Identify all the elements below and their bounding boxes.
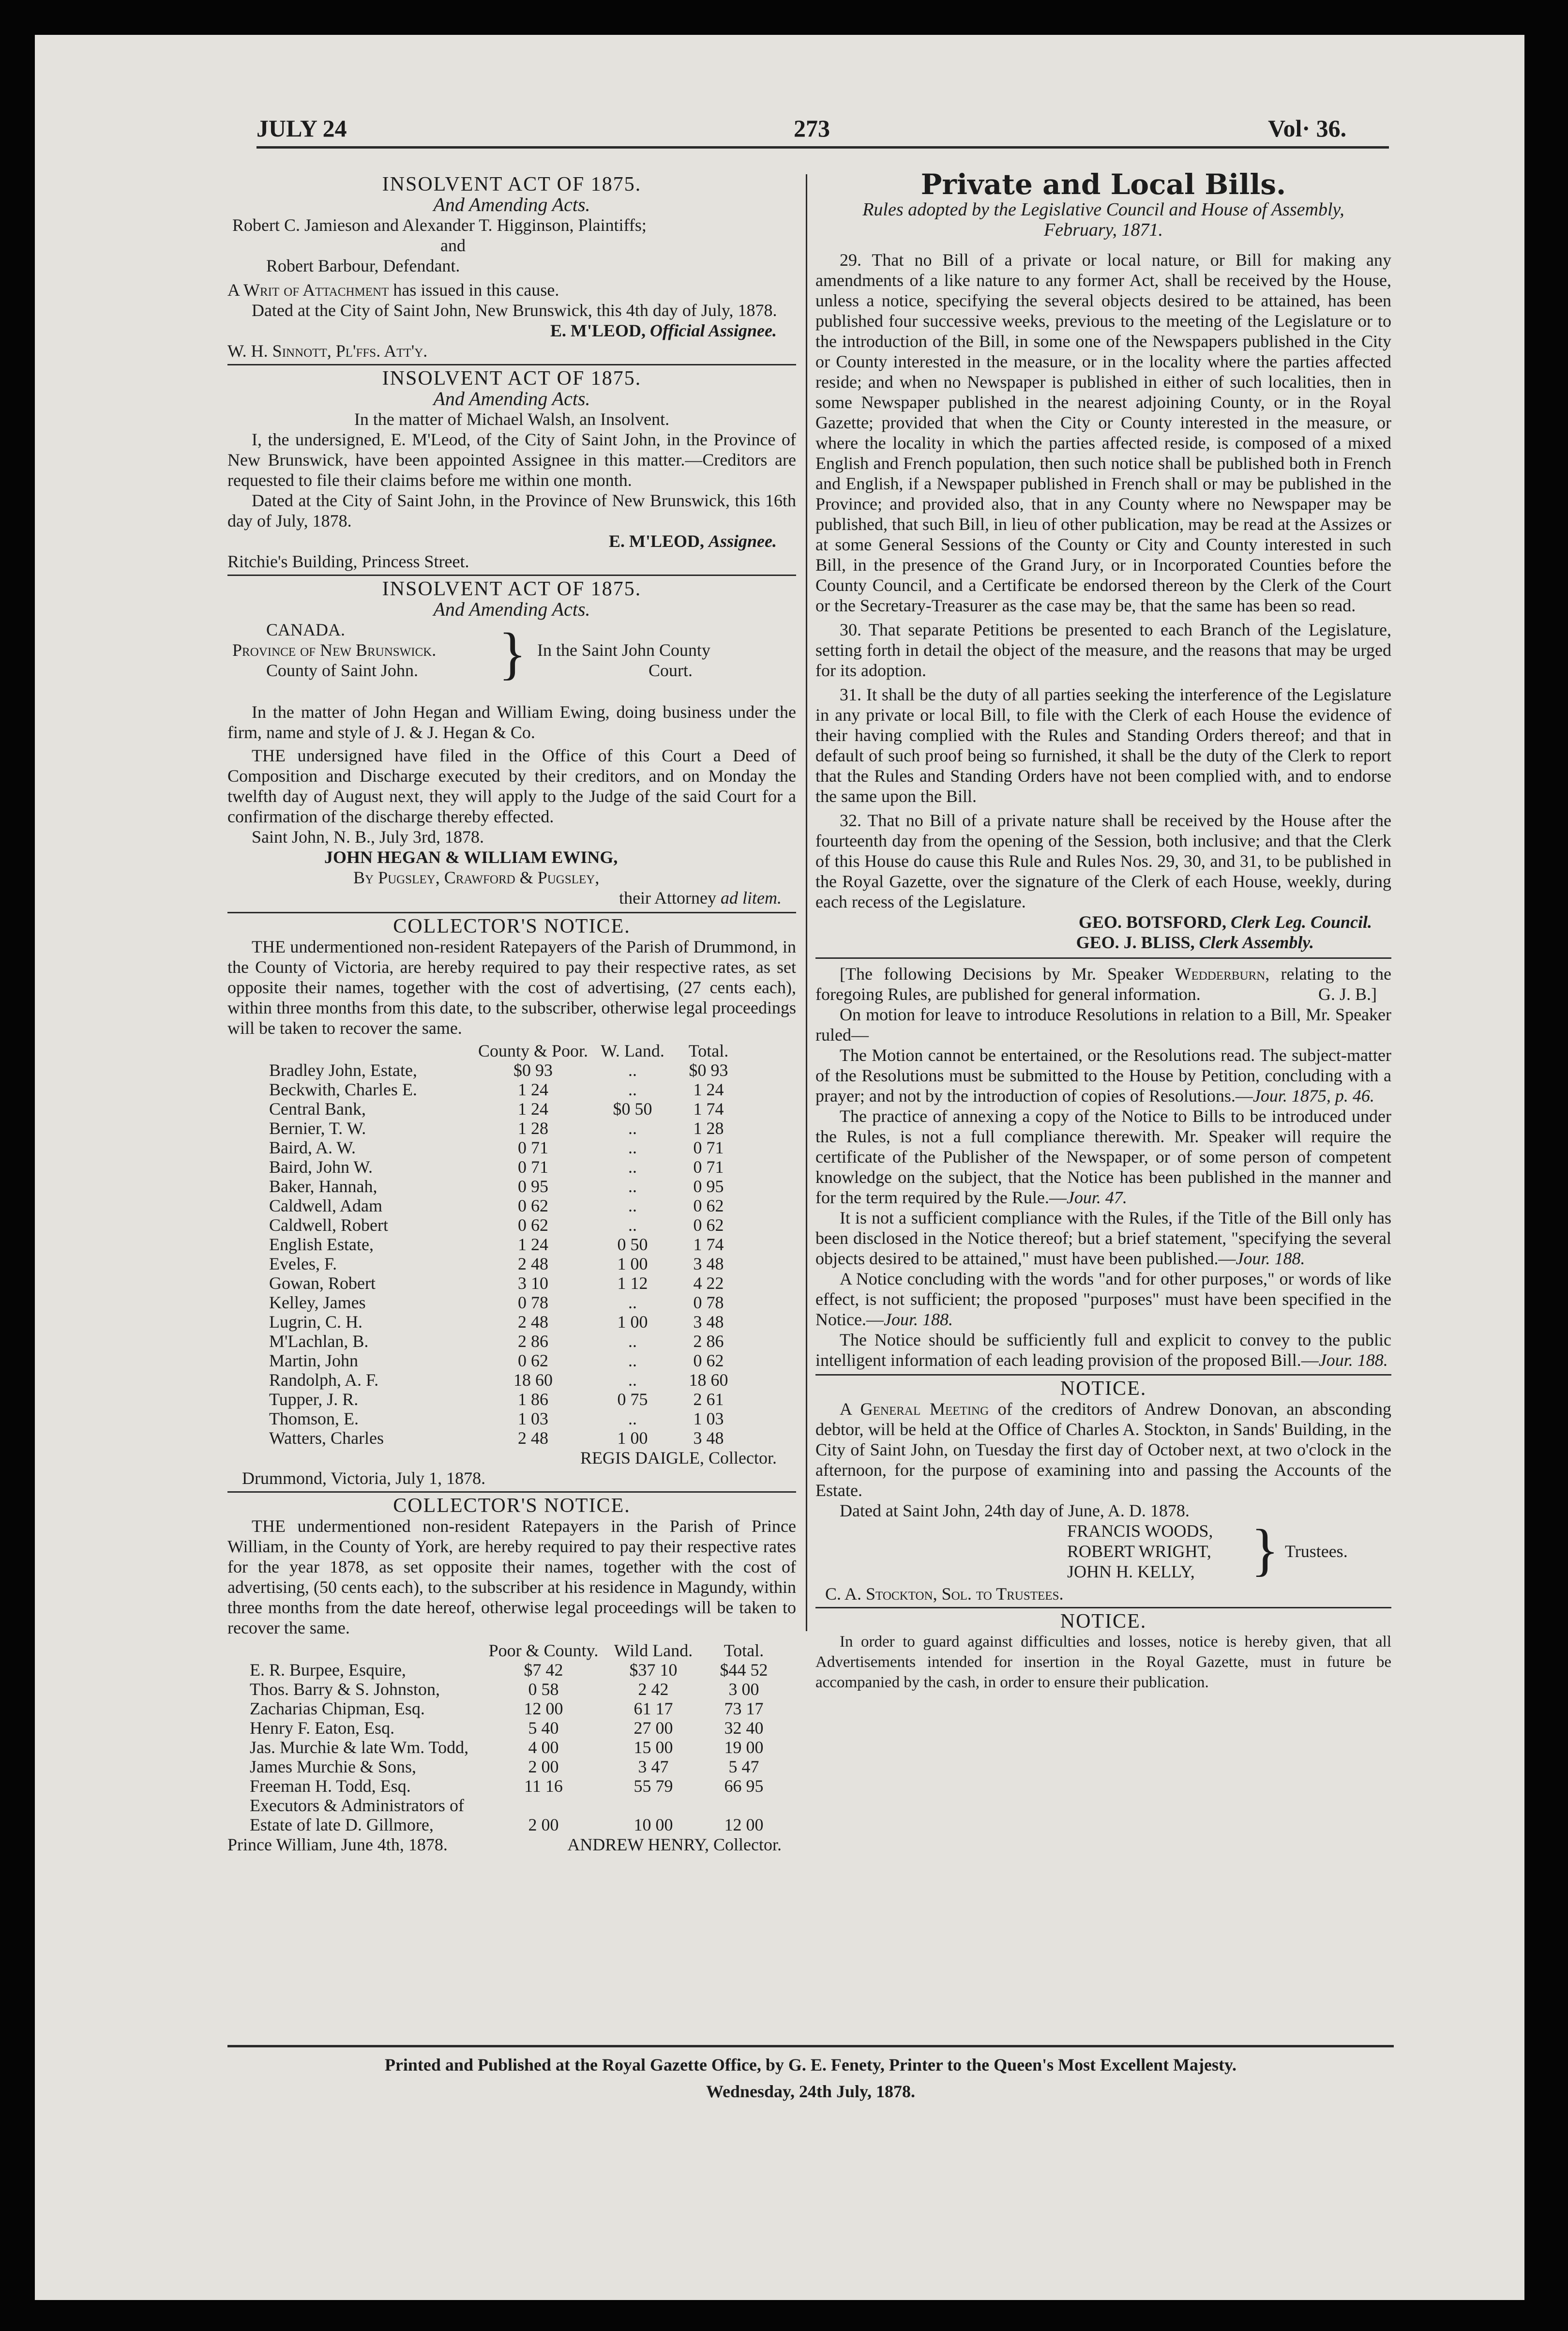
- ad-matter: In the matter of John Hegan and William Ewing, doing business under the firm, name and style of J. & J. Hegan & Co.: [227, 702, 796, 742]
- ad-matter: In the matter of Michael Walsh, an Insolvent.: [354, 409, 670, 429]
- rate-value: 19 00: [724, 1738, 764, 1757]
- rate-value: ..: [628, 1119, 637, 1138]
- rate-value: 0 71: [518, 1157, 549, 1177]
- ad-signature: E. M'LEOD, Official Assignee.: [550, 321, 777, 340]
- rate-value: 5 47: [728, 1757, 759, 1776]
- ad-address: Ritchie's Building, Princess Street.: [227, 552, 469, 571]
- table-row: [247, 1699, 783, 1718]
- table-row: [266, 1390, 743, 1409]
- ratepayer-name: Central Bank,: [269, 1099, 366, 1119]
- ad-signature: REGIS DAIGLE, Collector.: [580, 1448, 777, 1468]
- table-row: [247, 1757, 783, 1776]
- rate-value: 3 48: [693, 1254, 724, 1273]
- page-number: 273: [794, 115, 830, 142]
- brace-icon: }: [1251, 1517, 1279, 1582]
- header-rule: [256, 146, 1389, 149]
- rate-value: 0 71: [693, 1157, 724, 1177]
- notice-advertisements: [815, 1611, 1391, 1693]
- court-block: [227, 620, 796, 702]
- ad-body: I, the undersigned, E. M'Leod, of the City of Saint John, in the Province of New Brunswick, have been appointed Assignee in this matter.—Creditors are requested to file their claims before me within one month.: [227, 430, 796, 490]
- rate-value: 15 00: [633, 1738, 673, 1757]
- rate-value: 0 58: [528, 1680, 559, 1699]
- rate-value: [705, 1796, 783, 1815]
- ratepayer-name: Eveles, F.: [269, 1254, 337, 1273]
- decision-5: A Notice concluding with the words "and for other purposes," or words of like effect, is not sufficient; the proposed "purposes" must have been specified in the Notice.—Jour. 188.: [815, 1269, 1391, 1329]
- province-label: Province of New Brunswick.: [232, 640, 437, 660]
- bills-subtitle: Rules adopted by the Legislative Council and House of Assembly, February, 1871.: [862, 199, 1344, 240]
- ratepayer-name: E. R. Burpee, Esquire,: [250, 1660, 406, 1680]
- ad-title: INSOLVENT ACT OF 1875.: [382, 578, 642, 600]
- trustees-block: [815, 1517, 1391, 1584]
- right-column: [815, 168, 1392, 1693]
- rate-value: 12 00: [524, 1699, 563, 1718]
- ad-rule: [227, 575, 796, 576]
- rate-value: $0 93: [689, 1060, 728, 1080]
- ad-and: and: [440, 236, 466, 255]
- ratepayer-name: Henry F. Eaton, Esq.: [250, 1718, 395, 1738]
- rate-value: 1 74: [693, 1235, 724, 1254]
- ad-solicitors: By Pugsley, Crawford & Pugsley,: [353, 868, 600, 887]
- footer-date: Wednesday, 24th July, 1878.: [706, 2082, 916, 2101]
- column-divider: [806, 174, 807, 1631]
- rate-value: 0 78: [518, 1293, 549, 1312]
- rate-value: 1 00: [617, 1254, 648, 1273]
- table-row: [266, 1370, 743, 1390]
- trustee-name: ROBERT WRIGHT,: [1067, 1542, 1211, 1561]
- ratepayer-name: English Estate,: [269, 1235, 374, 1254]
- ratepayer-name: Baird, John W.: [269, 1157, 373, 1177]
- ratepayer-name: Randolph, A. F.: [269, 1370, 379, 1390]
- table-row: [266, 1351, 743, 1370]
- rate-value: ..: [628, 1157, 637, 1177]
- rate-value: ..: [628, 1080, 637, 1099]
- rate-value: 0 62: [693, 1215, 724, 1235]
- ad-signature: ANDREW HENRY, Collector.: [567, 1835, 782, 1854]
- court-label-2: Court.: [648, 661, 693, 680]
- footer-rule: [227, 2045, 1394, 2047]
- bills-title: Private and Local Bills.: [920, 168, 1286, 201]
- ratepayer-name: Baird, A. W.: [269, 1138, 356, 1157]
- ad-signature: JOHN HEGAN & WILLIAM EWING,: [324, 848, 618, 867]
- ad-parties: Robert C. Jamieson and Alexander T. Higginson, Plaintiffs;: [232, 215, 647, 235]
- ad-dated: Dated at the City of Saint John, in the Province of New Brunswick, this 16th day of July, 1878.: [227, 491, 796, 530]
- decision-3: The practice of annexing a copy of the Notice to Bills to be introduced under the Rules, is not a full compliance therewith. Mr. Speaker will require the certificate of the Publisher of the Newspaper, or of some person of competent knowledge on the subject, that the Notice has been published in the manner and for the term required by the Rule.—Jour. 47.: [815, 1106, 1391, 1207]
- speaker-decisions: [815, 964, 1391, 1370]
- table-row: [247, 1738, 783, 1757]
- notice-title: NOTICE.: [1060, 1610, 1147, 1633]
- notice-solicitor: C. A. Stockton, Sol. to Trustees.: [825, 1584, 1064, 1604]
- notice-body: In order to guard against difficulties and losses, notice is hereby given, that all Advertisements intended for insertion in the Royal Gazette, must in future be accompanied by the cash, in order to ensure their publication.: [815, 1633, 1391, 1691]
- ad-defendant: Robert Barbour, Defendant.: [266, 256, 460, 275]
- ad-body: THE undersigned have filed in the Office of this Court a Deed of Composition and Discharge executed by their creditors, and on Monday the twelfth day of August next, they will apply to the Judge of the said Court for a confirmation of the discharge thereby effected.: [227, 746, 796, 826]
- rate-value: 3 48: [693, 1312, 724, 1332]
- county-label: County of Saint John.: [266, 661, 419, 680]
- ratepayer-name: Bernier, T. W.: [269, 1119, 366, 1138]
- ad-title: INSOLVENT ACT OF 1875.: [382, 367, 642, 390]
- rate-value: 3 10: [518, 1273, 549, 1293]
- left-column: [227, 174, 796, 1855]
- table-row: [266, 1428, 743, 1448]
- ad-subtitle: And Amending Acts.: [433, 194, 590, 215]
- insolvent-ad-walsh: [227, 368, 796, 572]
- table-row: [266, 1312, 743, 1332]
- ad-dated: Saint John, N. B., July 3rd, 1878.: [252, 827, 484, 847]
- rate-value: 2 86: [693, 1332, 724, 1351]
- ratepayer-name: Lugrin, C. H.: [269, 1312, 362, 1332]
- rate-value: 1 24: [518, 1080, 549, 1099]
- notice-creditors-meeting: [815, 1378, 1391, 1604]
- table-row: [266, 1177, 743, 1196]
- rule-29: 29. That no Bill of a private or local nature, or Bill for making any amendments of a like nature to any former Act, shall be received by the House, unless a notice, specifying the several objects desired to be attained, has been published four successive weeks, previous to the meeting of the Legislature or to the introduction of the Bill, in some one of the Newspapers published in the City or County interested in the measure, or in the locality where the parties affected reside; and when no Newspaper is published in either of such localities, then in some Newspaper published in the nearest adjoining County, or in the Royal Gazette; provided that when the City or County interested in the measure, or where the locality in which the parties affected reside, is composed of a mixed English and French population, then such notice shall be published both in French and English, if a Newspaper published in French shall or may be published in the Province; and provided also, that in any County where no Newspaper may be published, that such Bill, in lieu of other publication, may be read at the Assizes or at some General Sessions of the County or City and County interested in such Bill, in the presence of the Grand Jury, or in Incorporated Counties before the County Council, and a Certificate be endorsed thereon by the Clerk of the Court or the Secretary-Treasurer as the case may be, that the same has been so read.: [815, 250, 1391, 615]
- court-label: In the Saint John County: [537, 640, 710, 660]
- ad-rule: [815, 957, 1391, 959]
- rate-value: 1 12: [617, 1273, 648, 1293]
- rate-value: 3 48: [693, 1428, 724, 1448]
- table-row: [266, 1332, 743, 1351]
- decision-6: The Notice should be sufficiently full and explicit to convey to the public intelligent information of each leading provision of the proposed Bill.—Jour. 188.: [815, 1330, 1391, 1370]
- rate-value: $7 42: [524, 1660, 563, 1680]
- rates-table: [247, 1641, 783, 1834]
- rate-value: 4 00: [528, 1738, 559, 1757]
- ad-rule: [227, 912, 796, 913]
- rate-value: 0 95: [693, 1177, 724, 1196]
- ratepayer-name: Freeman H. Todd, Esq.: [250, 1776, 411, 1796]
- ratepayer-name: James Murchie & Sons,: [250, 1757, 416, 1776]
- rate-value: ..: [628, 1409, 637, 1428]
- rate-value: ..: [628, 1332, 637, 1351]
- rate-value: 0 78: [693, 1293, 724, 1312]
- ratepayer-name: Kelley, James: [269, 1293, 366, 1312]
- rate-value: ..: [628, 1351, 637, 1370]
- rate-value: 11 16: [524, 1776, 563, 1796]
- rule-31: 31. It shall be the duty of all parties seeking the interference of the Legislature in any private or local Bill, to file with the Clerk of each House the evidence of their having complied with the Rules and Standing Orders thereof; and that in default of such proof being so furnished, it shall be the duty of the Clerk to report that the Rules and Standing Orders have not been complied with, and to endorse the same upon the Bill.: [815, 685, 1391, 806]
- bills-signature-1: GEO. BOTSFORD, Clerk Leg. Council.: [1078, 912, 1372, 932]
- ad-rule: [227, 364, 796, 365]
- table-row: [247, 1815, 783, 1834]
- ad-attorney: W. H. Sinnott, Pl'ffs. Att'y.: [227, 341, 428, 361]
- ratepayer-name: Bradley John, Estate,: [269, 1060, 417, 1080]
- rate-value: 1 00: [617, 1428, 648, 1448]
- rate-value: 32 40: [724, 1718, 764, 1738]
- table-row: [266, 1060, 743, 1080]
- insolvent-ad-hegan: [227, 579, 796, 908]
- ad-title: INSOLVENT ACT OF 1875.: [382, 173, 642, 196]
- rates-table-body: [266, 1060, 743, 1448]
- rate-value: 0 71: [693, 1138, 724, 1157]
- rate-value: 12 00: [724, 1815, 764, 1834]
- table-row: [266, 1235, 743, 1254]
- decision-1: On motion for leave to introduce Resolutions in relation to a Bill, Mr. Speaker ruled—: [815, 1005, 1391, 1044]
- decision-4: It is not a sufficient compliance with the Rules, if the Title of the Bill only has been disclosed in the Notice thereof; but a brief statement, "specifying the several objects desired to be attained," must have been published.—Jour. 188.: [815, 1208, 1391, 1268]
- rate-value: 0 71: [518, 1138, 549, 1157]
- rate-value: 0 62: [518, 1196, 549, 1215]
- rate-value: 61 17: [633, 1699, 673, 1718]
- ad-title: COLLECTOR'S NOTICE.: [393, 1495, 631, 1517]
- table-row: [247, 1660, 783, 1680]
- table-row: [247, 1776, 783, 1796]
- trustees-label: Trustees.: [1285, 1542, 1348, 1561]
- ratepayer-name: Caldwell, Adam: [269, 1196, 382, 1215]
- ratepayer-name: Thomson, E.: [269, 1409, 359, 1428]
- collectors-notice-prince-william: [227, 1496, 796, 1855]
- rate-value: 5 40: [528, 1718, 559, 1738]
- ad-rule: [815, 1607, 1391, 1608]
- table-row: [247, 1718, 783, 1738]
- ratepayer-name: M'Lachlan, B.: [269, 1332, 369, 1351]
- rate-value: 1 03: [518, 1409, 549, 1428]
- rate-value: 10 00: [633, 1815, 673, 1834]
- ad-signature: E. M'LEOD, Assignee.: [608, 531, 777, 551]
- table-row: [266, 1138, 743, 1157]
- rate-value: ..: [628, 1177, 637, 1196]
- table-row: [266, 1099, 743, 1119]
- volume-number: Vol· 36.: [1268, 115, 1347, 142]
- rate-value: 2 00: [528, 1815, 559, 1834]
- ratepayer-name: Estate of late D. Gillmore,: [250, 1815, 434, 1834]
- rate-value: 2 48: [518, 1428, 549, 1448]
- rate-value: 0 62: [518, 1351, 549, 1370]
- footer-printer: Printed and Published at the Royal Gazette Office, by G. E. Fenety, Printer to the Queen's Most Excellent Majesty.: [384, 2055, 1237, 2074]
- rate-value: 66 95: [724, 1776, 764, 1796]
- table-row: [266, 1254, 743, 1273]
- rate-value: 1 86: [518, 1390, 549, 1409]
- rate-value: 2 48: [518, 1254, 549, 1273]
- rate-value: 2 61: [693, 1390, 724, 1409]
- ratepayer-name: Watters, Charles: [269, 1428, 384, 1448]
- rate-value: 18 60: [689, 1370, 728, 1390]
- rate-value: [602, 1796, 705, 1815]
- ad-subtitle: And Amending Acts.: [433, 388, 590, 409]
- decisions-note: [The following Decisions by Mr. Speaker Wedderburn, relating to the foregoing Rules, are published for general information.: [815, 964, 1392, 1004]
- issue-date: JULY 24: [256, 115, 347, 142]
- rate-value: 1 74: [693, 1099, 724, 1119]
- rate-value: 0 75: [617, 1390, 648, 1409]
- rate-value: 1 24: [518, 1099, 549, 1119]
- rate-value: 2 00: [528, 1757, 559, 1776]
- rate-value: 0 50: [617, 1235, 648, 1254]
- rate-value: 1 24: [518, 1235, 549, 1254]
- insolvent-ad-jamieson: [227, 174, 796, 361]
- table-row: [266, 1080, 743, 1099]
- notice-body: A General Meeting of the creditors of Andrew Donovan, an absconding debtor, will be held at the Office of Charles A. Stockton, in Sands' Building, in the City of Saint John, on Tuesday the first day of October next, at two o'clock in the afternoon, for the purpose of examining into and passing the Accounts of the Estate.: [815, 1399, 1391, 1500]
- ratepayer-name: Zacharias Chipman, Esq.: [250, 1699, 425, 1718]
- rate-value: 1 28: [518, 1119, 549, 1138]
- ad-dated: Prince William, June 4th, 1878.: [227, 1835, 448, 1854]
- rate-value: 0 62: [693, 1196, 724, 1215]
- rate-value: 55 79: [633, 1776, 673, 1796]
- ratepayer-name: Executors & Administrators of: [250, 1796, 464, 1815]
- rate-value: 1 24: [693, 1080, 724, 1099]
- ratepayer-name: Martin, John: [269, 1351, 358, 1370]
- rate-value: $0 50: [613, 1099, 652, 1119]
- ad-body: THE undermentioned non-resident Ratepayers of the Parish of Drummond, in the County of Victoria, are hereby required to pay their respective rates, as set opposite their names, together with the cost of advertising, (27 cents each), within three months from this date, to the subscriber, otherwise legal proceedings will be taken to recover the same.: [227, 937, 796, 1038]
- table-row: [266, 1293, 743, 1312]
- rate-value: ..: [628, 1060, 637, 1080]
- rate-value: 3 00: [728, 1680, 759, 1699]
- rate-value: $37 10: [629, 1660, 678, 1680]
- rates-table: [266, 1041, 743, 1448]
- rate-value: ..: [628, 1138, 637, 1157]
- table-row: [266, 1196, 743, 1215]
- ad-body: THE undermentioned non-resident Ratepayers in the Parish of Prince William, in the County of York, are hereby required to pay their respective rates for the year 1878, as set opposite their names, together with the cost of advertising, (50 cents each), to the subscriber at his residence in Magundy, within three months from the date hereof, otherwise legal proceedings will be taken to recover the same.: [227, 1516, 796, 1637]
- canada-label: CANADA.: [266, 620, 346, 639]
- table-header: Poor & County. Wild Land. Total.: [488, 1641, 764, 1660]
- decisions-note-signature: G. J. B.]: [1318, 984, 1377, 1004]
- ad-rule: [227, 1491, 796, 1493]
- ad-subtitle: And Amending Acts.: [433, 598, 590, 620]
- table-row: [247, 1796, 783, 1815]
- table-row: [266, 1119, 743, 1138]
- rate-value: 73 17: [724, 1699, 764, 1718]
- ratepayer-name: Tupper, J. R.: [269, 1390, 359, 1409]
- ratepayer-name: Gowan, Robert: [269, 1273, 376, 1293]
- bills-signature-2: GEO. J. BLISS, Clerk Assembly.: [1076, 933, 1314, 952]
- rate-value: ..: [628, 1215, 637, 1235]
- ratepayer-name: Baker, Hannah,: [269, 1177, 377, 1196]
- rate-value: 4 22: [693, 1273, 724, 1293]
- rule-32: 32. That no Bill of a private nature shall be received by the House after the fourteenth day from the opening of the Session, both inclusive; and that the Clerk of this House do cause this Rule and Rules Nos. 29, 30, and 31, to be published in the Royal Gazette, over the signature of the Clerk of each House, weekly, during each recess of the Legislature.: [815, 811, 1391, 911]
- ratepayer-name: Thos. Barry & S. Johnston,: [250, 1680, 440, 1699]
- trustee-name: JOHN H. KELLY,: [1067, 1562, 1195, 1581]
- rule-30: 30. That separate Petitions be presented to each Branch of the Legislature, setting forth in detail the object of the measure, and the reasons that may be urged for its adoption.: [815, 620, 1391, 680]
- ad-writ: A Writ of Attachment has issued in this cause.: [227, 280, 559, 300]
- private-local-bills: [815, 168, 1391, 953]
- rate-value: 27 00: [633, 1718, 673, 1738]
- ad-title: COLLECTOR'S NOTICE.: [393, 915, 631, 938]
- ad-rule: [815, 1374, 1391, 1376]
- table-row: [247, 1680, 783, 1699]
- notice-title: NOTICE.: [1060, 1377, 1147, 1400]
- rate-value: 1 03: [693, 1409, 724, 1428]
- table-row: [266, 1215, 743, 1235]
- rate-value: 2 42: [638, 1680, 669, 1699]
- rates-table-body: [247, 1660, 783, 1834]
- ad-dated: Dated at the City of Saint John, New Brunswick, this 4th day of July, 1878.: [252, 301, 777, 320]
- table-row: [266, 1157, 743, 1177]
- rate-value: $44 52: [720, 1660, 768, 1680]
- table-row: [266, 1409, 743, 1428]
- brace-icon: }: [498, 621, 527, 685]
- decision-2: The Motion cannot be entertained, or the Resolutions read. The subject-matter of the Resolutions must be submitted to the House by Petition, concluding with a prayer; and not by the introduction of copies of Resolutions.—Jour. 1875, p. 46.: [815, 1045, 1391, 1105]
- table-row: [266, 1273, 743, 1293]
- rate-value: [485, 1796, 602, 1815]
- ratepayer-name: Jas. Murchie & late Wm. Todd,: [250, 1738, 469, 1757]
- rate-value: 18 60: [513, 1370, 553, 1390]
- rate-value: 1 00: [617, 1312, 648, 1332]
- rate-value: 0 95: [518, 1177, 549, 1196]
- ratepayer-name: Caldwell, Robert: [269, 1215, 388, 1235]
- collectors-notice-drummond: [227, 916, 796, 1488]
- ad-dated: Drummond, Victoria, July 1, 1878.: [242, 1468, 486, 1488]
- ad-attorney: their Attorney ad litem.: [619, 888, 782, 908]
- rate-value: ..: [628, 1293, 637, 1312]
- rate-value: 0 62: [693, 1351, 724, 1370]
- rate-value: 1 28: [693, 1119, 724, 1138]
- notice-dated: Dated at Saint John, 24th day of June, A. D. 1878.: [840, 1501, 1190, 1520]
- rate-value: $0 93: [513, 1060, 553, 1080]
- ratepayer-name: Beckwith, Charles E.: [269, 1080, 417, 1099]
- rate-value: 0 62: [518, 1215, 549, 1235]
- trustee-name: FRANCIS WOODS,: [1067, 1521, 1213, 1541]
- rate-value: 2 86: [518, 1332, 549, 1351]
- rate-value: ..: [628, 1196, 637, 1215]
- rate-value: 2 48: [518, 1312, 549, 1332]
- rate-value: 3 47: [638, 1757, 669, 1776]
- table-header: County & Poor. W. Land. Total.: [478, 1041, 729, 1060]
- rate-value: ..: [628, 1370, 637, 1390]
